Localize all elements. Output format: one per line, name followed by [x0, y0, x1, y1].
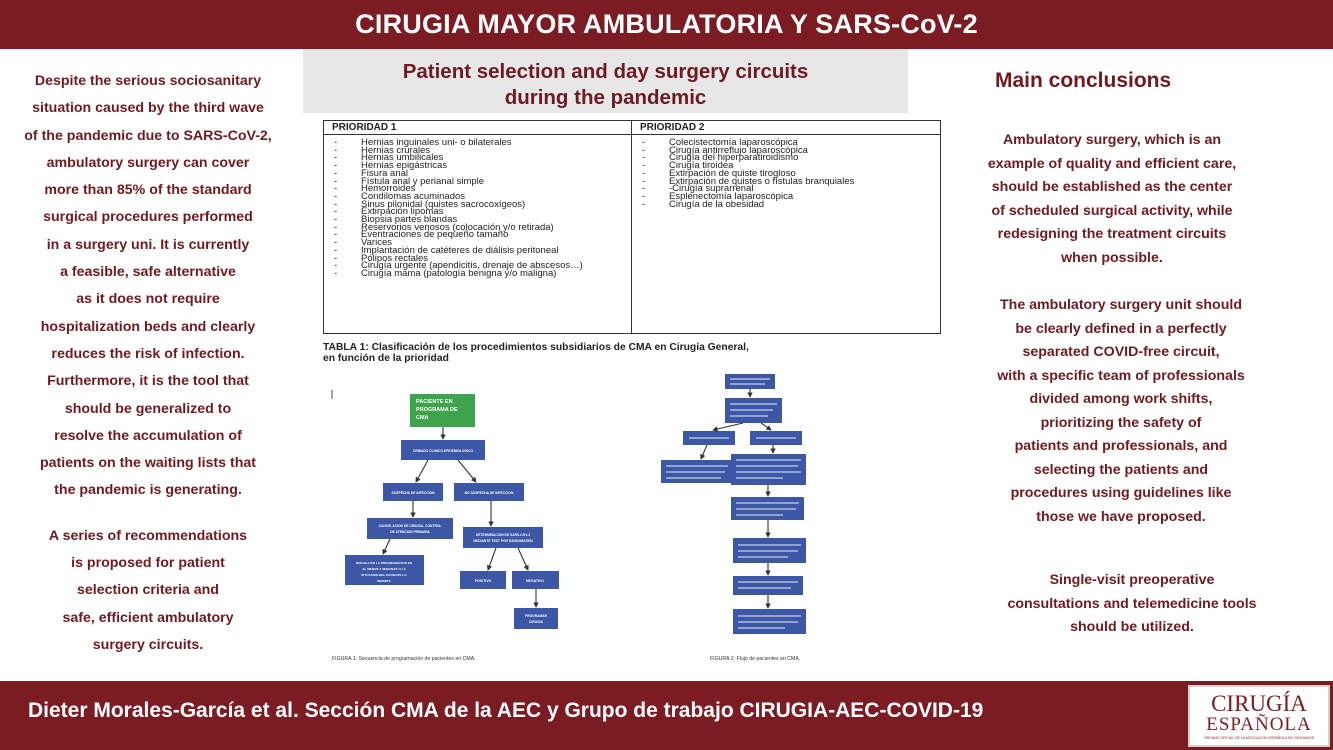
table-row: - Cirugía del hiperparatiroidismo [642, 154, 932, 162]
flow-node-cancel-label: DE ATENCION PRIMARIA [390, 530, 430, 534]
conclusion-line: separated COVID-free circuit, [1022, 344, 1220, 360]
table-row: - Implantación de catéteres de diálisis peritoneal [334, 247, 623, 255]
intro-line: the pandemic is generating. [54, 482, 242, 499]
conclusion-line: divided among work shifts, [1029, 391, 1213, 407]
flow-node-start-label: CMA [416, 415, 429, 421]
intro-line: as it does not require [76, 291, 220, 308]
table-row: - Extirpación lipomas [334, 208, 623, 216]
flow-node-reschedule-label: REEVALUAR LA PROGRAMACION EN [355, 561, 413, 565]
table-row: - Extirpación de quiste tirogloso [642, 170, 932, 178]
table-row: - Varices [334, 239, 623, 247]
figure1-caption: FIGURA 1: Secuencia de programación de pacientes en CMA. [332, 656, 476, 662]
flow-node-cancel [367, 518, 453, 539]
table-row: - Sinus pilonidal (quistes sacrocoxígeos) [334, 201, 623, 209]
conclusion-line: prioritizing the safety of [1040, 414, 1202, 431]
conclusion-paragraph [980, 294, 1262, 529]
table-caption-line: TABLA 1: Clasificación de los procedimientos subsidiarios de CMA en Cirugía General, [323, 342, 749, 353]
flow-node-pcr [463, 527, 543, 548]
conclusion-line: example of quality and efficient care, [987, 155, 1237, 172]
conclusion-line: when possible. [1061, 249, 1163, 266]
flow2-node [725, 374, 775, 389]
middle-title [303, 49, 908, 113]
conclusion-line: consultations and telemedicine tools [1007, 595, 1257, 612]
intro-line: of the pandemic due to SARS-CoV-2, [24, 127, 272, 144]
conclusion-paragraph [1002, 569, 1262, 640]
table-row: - Condilomas acuminados [334, 193, 623, 201]
journal-logo [1188, 685, 1330, 747]
table-row: - Pólipos rectales [334, 255, 623, 263]
flow-node-schedule-label: PROGRAMAR [525, 614, 547, 618]
conclusion-paragraph [962, 129, 1262, 270]
priority1-column [324, 121, 632, 333]
priority2-header: PRIORIDAD 2 [632, 121, 940, 135]
table-row: - Esplenectomía laparoscópica [642, 193, 932, 201]
flow-node-reschedule-label: PERMITE [377, 579, 391, 583]
table-row: - Hemorroides [334, 185, 623, 193]
conclusion-line: redesigning the treatment circuits [997, 226, 1227, 242]
intro-line: patients on the waiting lists that [40, 455, 256, 472]
conclusion-line: be clearly defined in a perfectly [1015, 320, 1227, 337]
table-caption-line: en función de la prioridad [323, 353, 449, 364]
table-row: - Eventraciones de pequeño tamaño [334, 231, 623, 239]
conclusion-line: Single-visit preoperative [1049, 572, 1215, 588]
flow-node-pcr-label: DETERMINACION DE SARS-COV-2 [475, 533, 531, 537]
flow-node-positive-label: POSITIVO [474, 579, 492, 583]
middle-title-line: during the pandemic [504, 86, 707, 109]
footer-banner [0, 681, 1333, 750]
flow-node-screening-label: CRIBADO CLINICO-EPIDEMIOLOGICO [412, 449, 474, 453]
recommendation-line: is proposed for patient [71, 555, 225, 572]
priority1-list [324, 135, 631, 278]
flow2-node [731, 454, 806, 485]
recommendation-line: selection criteria and [77, 582, 219, 599]
conclusion-line: procedures using guidelines like [1010, 485, 1232, 501]
priority2-list [632, 135, 940, 208]
table-row: - Cirugía mama (patología benigna y/o maligna) [334, 270, 623, 278]
poster-title: CIRUGIA MAYOR AMBULATORIA Y SARS-CoV-2 [355, 9, 978, 39]
intro-line: Furthermore, it is the tool that [47, 373, 249, 390]
table-row: - Cirugía antirreflujo laparoscópica [642, 147, 932, 155]
conclusion-line: The ambulatory surgery unit should [999, 297, 1242, 313]
table-row: - Cirugía tiroidea [642, 162, 932, 170]
conclusion-line: with a specific team of professionals [997, 367, 1245, 384]
left-column [6, 68, 290, 659]
flow-node-start-label: PACIENTE EN [416, 399, 453, 405]
table-row: - Hernias inguinales uni- o bilaterales [334, 139, 623, 147]
table-row: - Cirugía de la obesidad [642, 201, 932, 209]
intro-line: a feasible, safe alternative [60, 264, 236, 281]
intro-line: reduces the risk of infection. [51, 345, 245, 362]
intro-line: Despite the serious sociosanitary [34, 73, 262, 89]
flow2-node [733, 576, 803, 595]
table-row: - Cirugía urgente (apendicitis, drenaje de abscesos…) [334, 262, 623, 270]
table-row: - Extirpación de quistes o fístulas branquiales [642, 178, 932, 186]
flowcharts [303, 372, 908, 677]
logo-tagline: ÓRGANO OFICIAL DE LA ASOCIACIÓN ESPAÑOLA DE CIRUJANOS [1203, 736, 1315, 740]
flow-node-start-label: PROGRAMA DE [416, 407, 458, 413]
flow-node-cancel-label: CANCELACION DE CIRUGIA. CONTROL [378, 524, 442, 528]
table-row: - Hernias umbilicales [334, 154, 623, 162]
conclusion-line: those we have proposed. [1036, 508, 1206, 525]
figure2-caption: FIGURA 2: Flujo de pacientes en CMA. [710, 656, 801, 662]
authors-line: Dieter Morales-García et al. Sección CMA de la AEC y Grupo de trabajo CIRUGIA-AEC-COVID-19 [28, 699, 984, 722]
flow-node-no-suspicion-label: NO SOSPECHA DE INFECCION [464, 491, 514, 495]
recommendation-line: surgery circuits. [92, 636, 204, 653]
intro-line: more than 85% of the standard [44, 182, 252, 199]
intro-line: ambulatory surgery can cover [46, 154, 250, 171]
table-row: - Reservorios venosos (colocación y/o retirada) [334, 224, 623, 232]
table-row: - Fisura anal [334, 170, 623, 178]
table-row: - Hernias epigástricas [334, 162, 623, 170]
priority2-column [632, 121, 940, 333]
table-row: - Fístula anal y perianal simple [334, 178, 623, 186]
figures-area [303, 372, 908, 677]
recommendations-paragraph [6, 523, 290, 659]
flow-node-schedule-label: CIRUGIA [529, 620, 543, 624]
table-row: - Hernias crurales [334, 147, 623, 155]
logo-word-espanola: ESPAÑOLA [1206, 714, 1312, 735]
intro-line: resolve the accumulation of [54, 427, 242, 444]
table-row: - Biopsia partes blandas [334, 216, 623, 224]
conclusion-line: should be established as the center [991, 179, 1233, 195]
recommendation-line: safe, efficient ambulatory [62, 609, 234, 626]
conclusion-line: of scheduled surgical activity, while [991, 202, 1233, 219]
right-column [962, 66, 1262, 664]
header-banner [0, 0, 1333, 49]
flow-node-suspicion-label: SOSPECHA DE INFECCION [391, 491, 435, 495]
middle-title-line: Patient selection and day surgery circuits [402, 60, 809, 83]
intro-line: in a surgery uni. It is currently [46, 236, 250, 253]
flow-node-pcr-label: MEDIANTE TEST POR RADIOIMAGEN [473, 539, 533, 543]
flow-node-negative-label: NEGATIVO [525, 579, 545, 583]
intro-line: hospitalization beds and clearly [40, 318, 256, 335]
conclusions-title: Main conclusions [995, 69, 1172, 92]
recommendation-line: A series of recommendations [48, 527, 248, 544]
flow-node-reschedule-label: SITUACION DEL PACIENTE LO [361, 573, 407, 577]
conclusion-line: Ambulatory surgery, which is an [1002, 132, 1222, 148]
table-row: - Colecistectomía laparoscópica [642, 139, 932, 147]
intro-paragraph [6, 68, 290, 505]
flow-node-reschedule-label: AL MENOS 7 SEMANAS O LA [362, 567, 406, 571]
table-row: - -Cirugía suprarrenal [642, 185, 932, 193]
intro-line: should be generalized to [64, 400, 232, 417]
logo-word-cirugia: CIRUGÍA [1211, 691, 1307, 716]
conclusion-line: patients and professionals, and [1014, 438, 1228, 454]
flow-node-schedule-surgery [514, 608, 558, 629]
priority-table [323, 120, 941, 334]
conclusion-line: selecting the patients and [1033, 461, 1209, 478]
table-caption [323, 342, 933, 364]
intro-line: situation caused by the third wave [32, 100, 264, 117]
intro-line: surgical procedures performed [43, 209, 253, 226]
priority1-header: PRIORIDAD 1 [324, 121, 631, 135]
conclusion-line: should be utilized. [1070, 619, 1194, 635]
